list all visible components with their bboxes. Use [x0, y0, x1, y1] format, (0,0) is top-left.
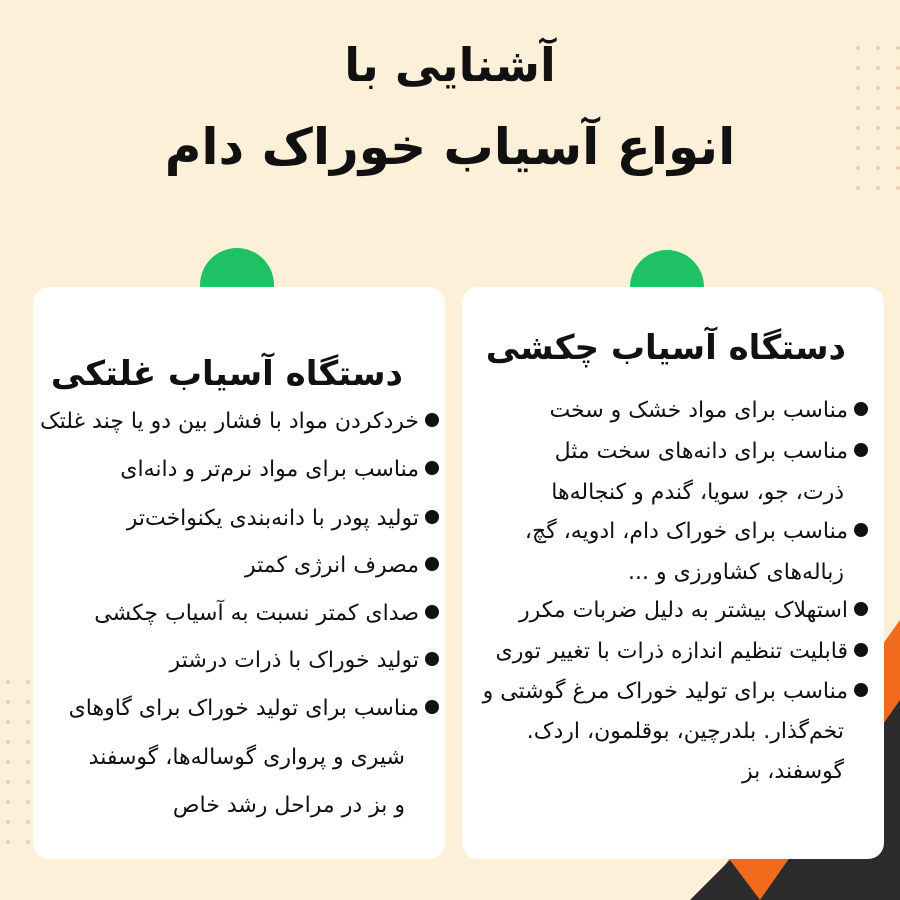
list-item: مناسب برای تولید خوراک مرغ گوشتی و	[483, 681, 868, 703]
bullet-icon	[425, 652, 439, 666]
list-item: مناسب برای مواد خشک و سخت	[549, 400, 868, 422]
dot	[6, 740, 10, 744]
list-item: قابلیت تنظیم اندازه ذرات با تغییر توری	[495, 641, 868, 663]
dot	[26, 740, 30, 744]
dot	[6, 760, 10, 764]
list-item-continuation: شیری و پرواری گوساله‌ها، گوسفند	[88, 745, 405, 770]
dot	[26, 760, 30, 764]
bullet-icon	[425, 605, 439, 619]
dot	[26, 800, 30, 804]
dot	[26, 840, 30, 844]
dot	[876, 106, 880, 110]
hammer-mill-heading: دستگاه آسیاب چکشی	[485, 328, 846, 368]
bullet-icon	[854, 523, 868, 537]
list-item: خردکردن مواد با فشار بین دو یا چند غلتک	[40, 411, 439, 433]
dot	[6, 840, 10, 844]
list-item-continuation: زباله‌های کشاورزی و ...	[628, 560, 844, 585]
dot	[856, 186, 860, 190]
list-item-continuation: و بز در مراحل رشد خاص	[172, 793, 405, 818]
list-item: مصرف انرژی کمتر	[245, 555, 439, 577]
list-item: مناسب برای مواد نرم‌تر و دانه‌ای	[120, 459, 439, 481]
dot	[6, 680, 10, 684]
list-item: مناسب برای دانه‌های سخت مثل	[555, 441, 868, 463]
dot	[26, 720, 30, 724]
bullet-icon	[425, 510, 439, 524]
list-item: تولید پودر با دانه‌بندی یکنواخت‌تر	[127, 508, 439, 530]
list-item: مناسب برای تولید خوراک برای گاوهای	[69, 698, 439, 720]
bullet-icon	[854, 683, 868, 697]
list-item-continuation: گوسفند، بز	[742, 759, 844, 784]
bullet-icon	[425, 461, 439, 475]
list-item: مناسب برای خوراک دام، ادویه، گچ،	[525, 521, 868, 543]
list-item-continuation: تخم‌گذار. بلدرچین، بوقلمون، اردک.	[526, 719, 844, 744]
dot	[856, 106, 860, 110]
roller-mill-heading: دستگاه آسیاب غلتکی	[50, 354, 403, 394]
bullet-icon	[854, 443, 868, 457]
roller-mill-list	[39, 287, 439, 859]
list-item: استهلاک بیشتر به دلیل ضربات مکرر	[519, 600, 868, 622]
dot	[896, 106, 900, 110]
dot	[6, 700, 10, 704]
bullet-icon	[854, 402, 868, 416]
dot	[26, 820, 30, 824]
bullet-icon	[854, 602, 868, 616]
dot	[26, 680, 30, 684]
page-title-line1: آشنایی با	[344, 38, 556, 92]
bullet-icon	[854, 643, 868, 657]
dot	[6, 820, 10, 824]
bullet-icon	[425, 700, 439, 714]
list-item: تولید خوراک با ذرات درشتر	[170, 650, 439, 672]
dot	[6, 800, 10, 804]
roller-mill-card	[33, 287, 445, 859]
hammer-mill-card	[462, 287, 884, 859]
dot	[6, 720, 10, 724]
bullet-icon	[425, 557, 439, 571]
bullet-icon	[425, 413, 439, 427]
dot	[896, 186, 900, 190]
page-title-line2: انواع آسیاب خوراک دام	[164, 118, 736, 176]
dot	[26, 780, 30, 784]
dot	[876, 186, 880, 190]
dot	[6, 780, 10, 784]
dot	[26, 700, 30, 704]
list-item: صدای کمتر نسبت به آسیاب چکشی	[94, 603, 439, 625]
list-item-continuation: ذرت، جو، سویا، گندم و کنجاله‌ها	[551, 480, 844, 505]
